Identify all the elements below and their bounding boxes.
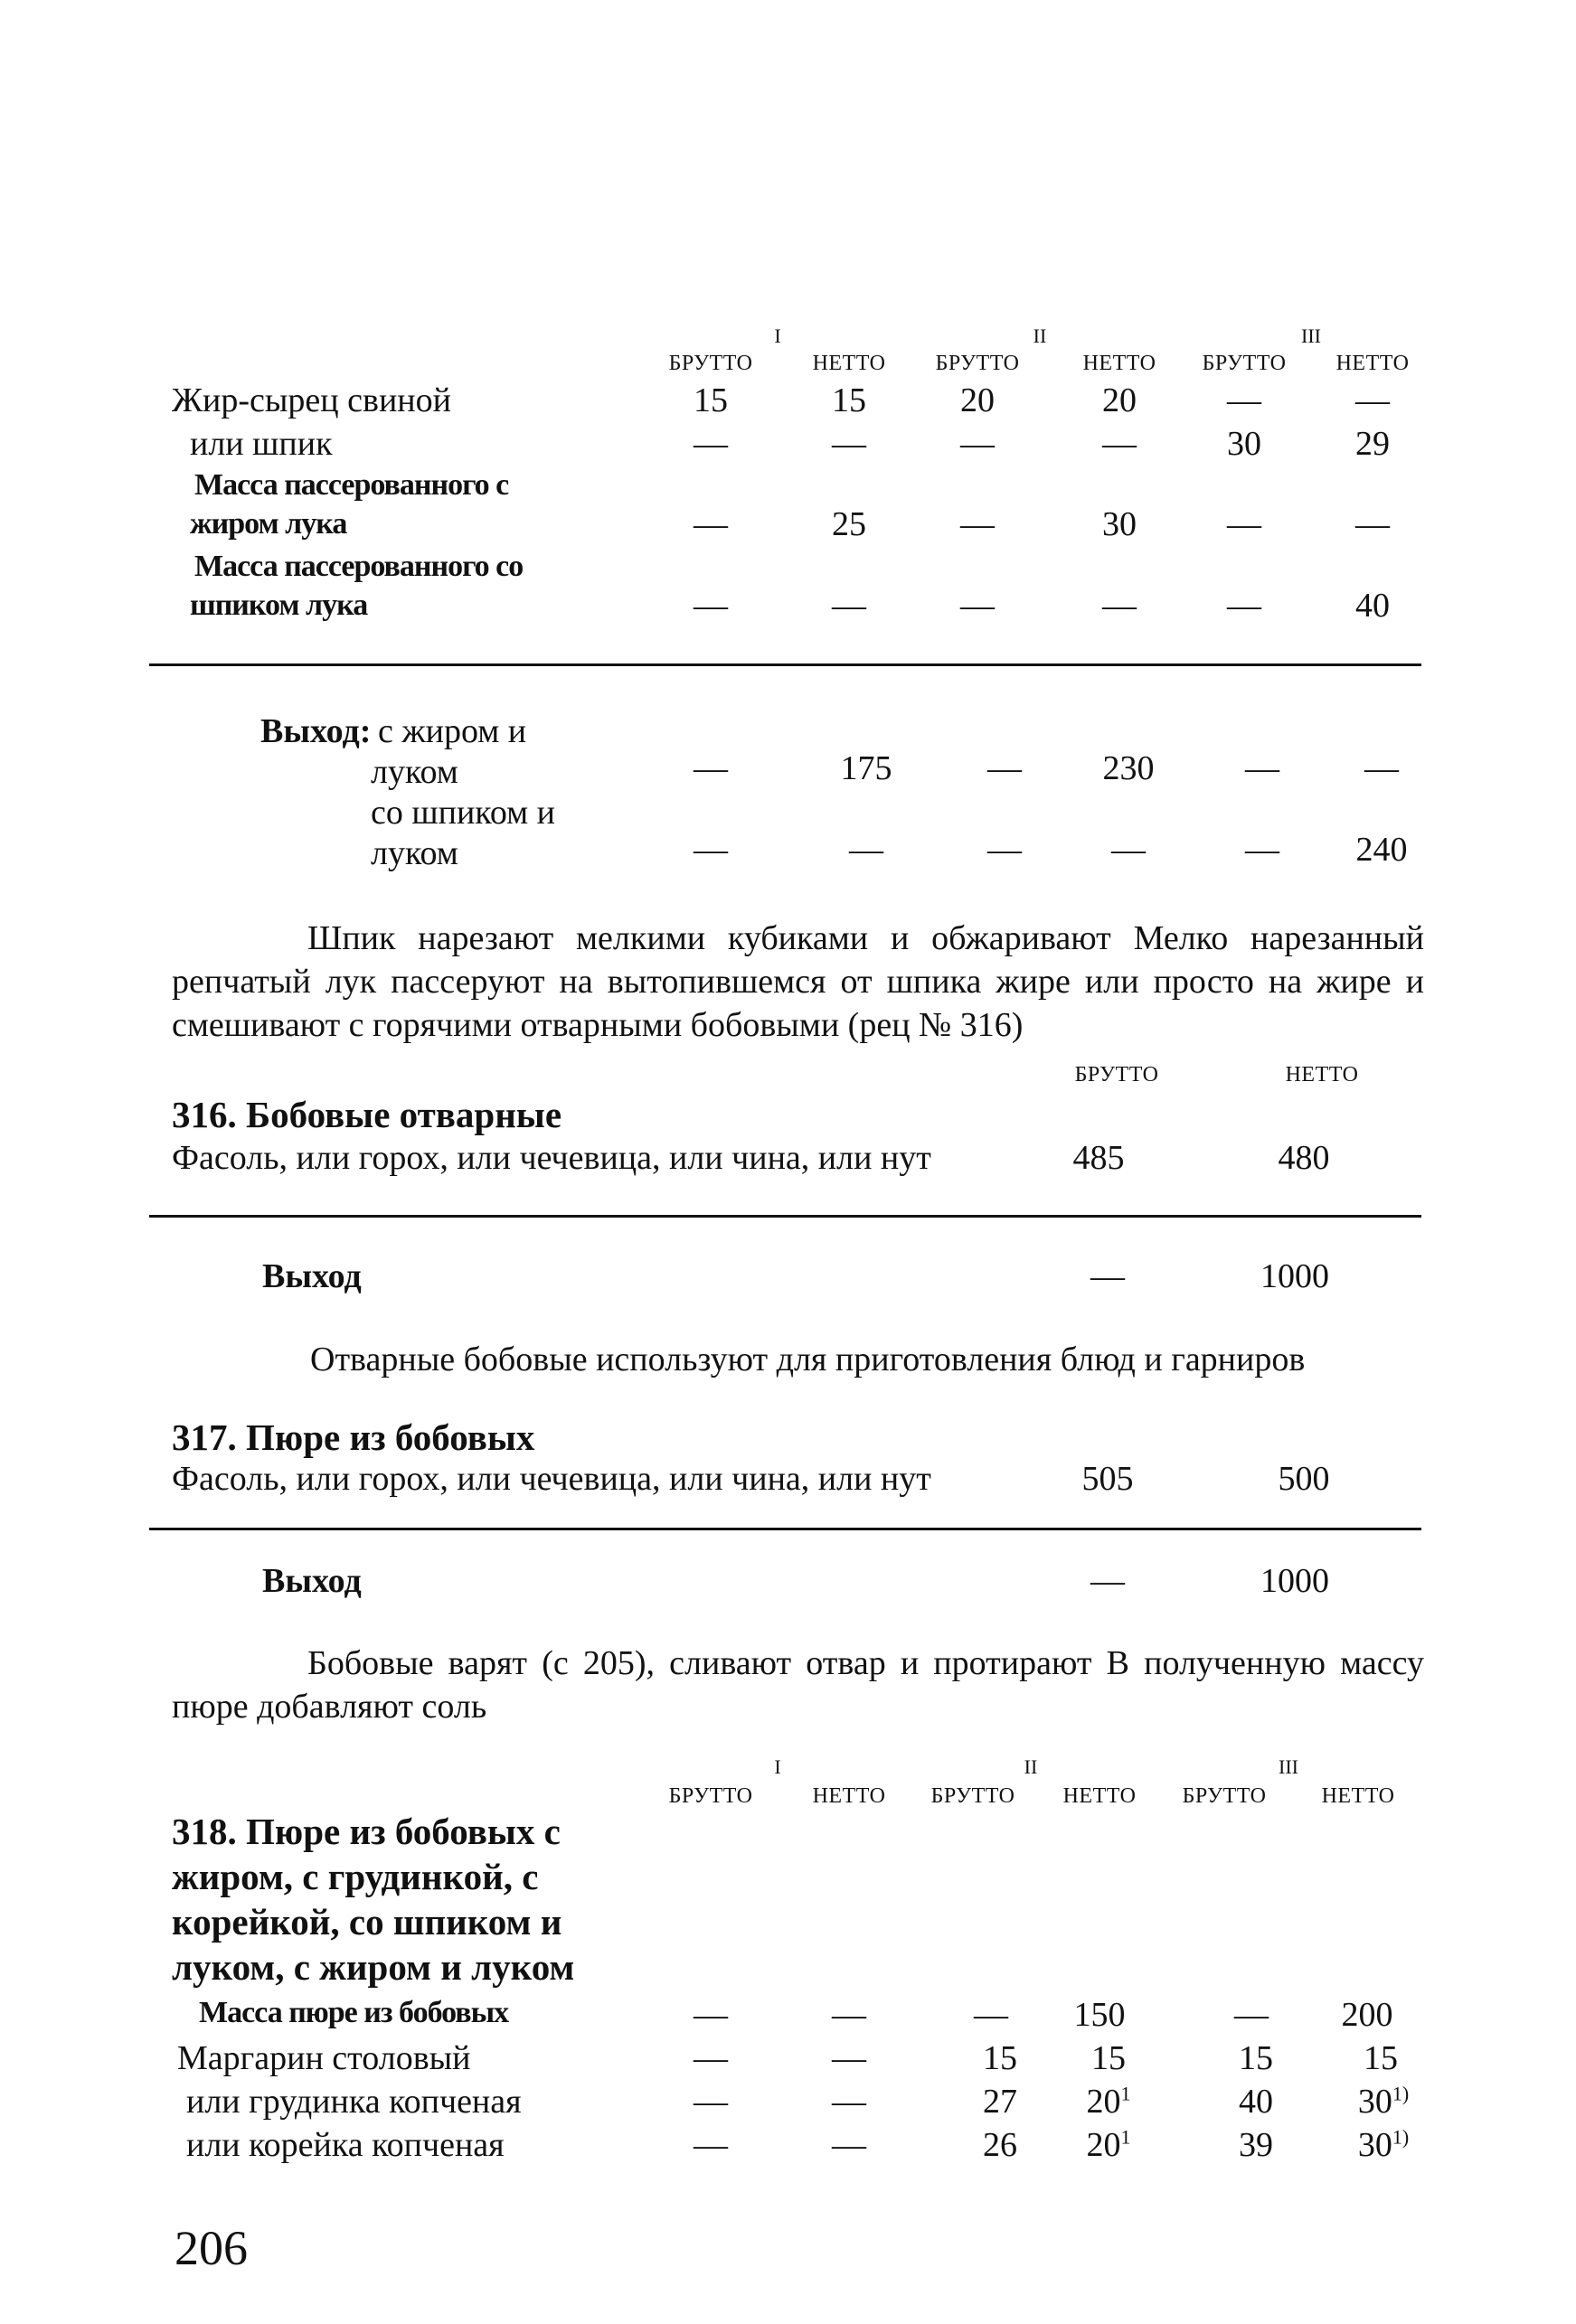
col-group-1-label: I xyxy=(774,325,781,347)
table-cell: — xyxy=(960,587,995,625)
table-cell: — xyxy=(832,2039,866,2077)
table-cell: — xyxy=(832,2126,866,2164)
table-cell: 485 xyxy=(1072,1139,1125,1177)
table-cell: 505 xyxy=(1081,1460,1134,1498)
paragraph-text: Бобовые варят (с 205), сливают отвар и протирают В полученную массу пюре добавляют соль xyxy=(172,1644,1424,1726)
table-cell xyxy=(1054,2084,1163,2119)
table-cell: — xyxy=(694,425,728,463)
paragraph xyxy=(172,1642,1424,1728)
row-label: или грудинка копченая xyxy=(186,2083,522,2121)
col-head-netto-3: НЕТТО xyxy=(1321,1784,1395,1808)
table-cell: 230 xyxy=(1102,749,1155,787)
yield-row-label: с жиром и xyxy=(378,712,527,750)
table-cell: — xyxy=(960,505,995,543)
table-cell: — xyxy=(694,2126,728,2164)
paragraph-text: Отварные бобовые используют для приготовления блюд и гарниров xyxy=(310,1341,1306,1378)
recipe-title-316: 316. Бобовые отварные xyxy=(172,1094,562,1135)
col-head-brutto-1: БРУТТО xyxy=(668,1784,753,1808)
table-cell: — xyxy=(1227,505,1261,543)
recipe-title-318-line4: луком, с жиром и луком xyxy=(172,1946,575,1988)
col-head-brutto-1: БРУТТО xyxy=(668,352,753,375)
col-group-2-label: II xyxy=(1024,1755,1038,1778)
recipe-title-318-line2: жиром, с грудинкой, с xyxy=(172,1856,539,1897)
table-cell: — xyxy=(832,425,866,463)
table-cell: — xyxy=(849,831,883,869)
table-cell: 40 xyxy=(1355,587,1390,625)
table-cell-value: 20 xyxy=(1086,2083,1121,2121)
table-cell: — xyxy=(987,749,1022,787)
table-cell: 27 xyxy=(983,2083,1017,2121)
table-cell: 15 xyxy=(832,381,866,419)
table-cell: 15 xyxy=(1364,2039,1398,2077)
table-cell-value: 30 xyxy=(1357,2083,1392,2121)
table-cell: — xyxy=(1355,505,1390,543)
row-label: Фасоль, или горох, или чечевица, или чина, или нут xyxy=(172,1460,931,1498)
table-cell: 1000 xyxy=(1260,1257,1329,1295)
row-label: Маргарин столовый xyxy=(177,2039,471,2077)
col-head-netto: НЕТТО xyxy=(1285,1063,1359,1087)
col-group-2-label: II xyxy=(1033,325,1047,347)
table-cell: — xyxy=(694,749,728,787)
table-cell: 40 xyxy=(1239,2083,1273,2121)
table-cell: — xyxy=(1245,749,1279,787)
row-label: Масса пассерованного с xyxy=(194,468,509,502)
table-cell: — xyxy=(694,505,728,543)
table-cell: — xyxy=(1090,1257,1125,1295)
table-cell: 15 xyxy=(694,381,728,419)
table-cell: 240 xyxy=(1355,831,1408,869)
paragraph-text: Шпик нарезают мелкими кубиками и обжаривают Мелко нарезанный репчатый лук пассеруют на вытопившемся от шпика жире или просто на жире и смешивают с горячими отварными бобовыми (рец № 316) xyxy=(172,919,1424,1044)
table-cell: 480 xyxy=(1278,1139,1330,1177)
table-rule xyxy=(149,1528,1421,1530)
col-head-brutto: БРУТТО xyxy=(1074,1063,1159,1087)
table-cell: — xyxy=(694,2083,728,2121)
table-cell: 15 xyxy=(983,2039,1017,2077)
col-head-netto-3: НЕТТО xyxy=(1335,352,1410,375)
col-head-brutto-3: БРУТТО xyxy=(1182,1784,1267,1808)
footnote-mark: 1 xyxy=(1120,2125,1131,2149)
table-cell: — xyxy=(1355,381,1390,419)
col-head-brutto-2: БРУТТО xyxy=(935,352,1020,375)
row-label: Жир-сырец свиной xyxy=(172,381,451,419)
recipe-title-317: 317. Пюре из бобовых xyxy=(172,1416,535,1458)
col-head-brutto-2: БРУТТО xyxy=(930,1784,1015,1808)
table-cell: — xyxy=(1364,749,1399,787)
table-cell xyxy=(1329,2084,1438,2119)
table-rule xyxy=(149,1215,1421,1218)
footnote-mark: 1 xyxy=(1120,2082,1131,2105)
col-head-netto-1: НЕТТО xyxy=(812,1784,886,1808)
footnote-mark: 1) xyxy=(1392,2082,1410,2105)
table-cell: 25 xyxy=(832,505,866,543)
table-cell: — xyxy=(1102,425,1137,463)
table-cell-value: 20 xyxy=(1086,2126,1121,2164)
table-cell: — xyxy=(694,831,728,869)
table-cell: — xyxy=(832,587,866,625)
col-group-3-label: III xyxy=(1301,325,1321,347)
footnote-mark: 1) xyxy=(1392,2125,1410,2149)
col-head-brutto-3: БРУТТО xyxy=(1202,352,1287,375)
table-cell: 20 xyxy=(960,381,995,419)
table-cell: 15 xyxy=(1091,2039,1126,2077)
table-cell: — xyxy=(1234,1996,1269,2034)
col-head-netto-1: НЕТТО xyxy=(812,352,886,375)
table-cell: 15 xyxy=(1239,2039,1273,2077)
table-cell xyxy=(1329,2125,1438,2164)
table-cell: 20 xyxy=(1102,381,1137,419)
table-cell: — xyxy=(1090,1562,1125,1600)
table-cell: 30 xyxy=(1227,425,1261,463)
table-cell: — xyxy=(832,1996,866,2034)
table-cell: 150 xyxy=(1073,1996,1126,2034)
col-head-netto-2: НЕТТО xyxy=(1062,1784,1137,1808)
table-cell: 39 xyxy=(1239,2126,1273,2164)
table-cell: — xyxy=(832,2083,866,2121)
row-label: или шпик xyxy=(190,425,333,463)
table-cell: — xyxy=(694,2039,728,2077)
table-cell xyxy=(1054,2125,1163,2164)
yield-label: Выход: xyxy=(260,712,372,750)
col-group-1-label: I xyxy=(774,1755,781,1778)
table-cell: 200 xyxy=(1341,1996,1393,2034)
recipe-title-318-line3: корейкой, со шпиком и xyxy=(172,1901,562,1943)
paragraph xyxy=(172,917,1424,1047)
table-cell: — xyxy=(987,831,1022,869)
col-group-3-label: III xyxy=(1279,1755,1298,1778)
table-cell: 30 xyxy=(1102,505,1137,543)
yield-row-label-cont: луком xyxy=(371,834,458,872)
table-cell: — xyxy=(1245,831,1279,869)
table-cell: 29 xyxy=(1355,425,1390,463)
yield-row-label: со шпиком и xyxy=(371,794,555,832)
table-cell: — xyxy=(960,425,995,463)
yield-label: Выход xyxy=(262,1562,362,1600)
table-cell: 1000 xyxy=(1260,1562,1329,1600)
table-cell: — xyxy=(1227,587,1261,625)
row-label: Масса пассерованного со xyxy=(194,550,524,583)
recipe-title-318: 318. Пюре из бобовых с xyxy=(172,1811,561,1852)
table-cell: — xyxy=(974,1996,1008,2034)
table-rule xyxy=(149,663,1421,666)
yield-label: Выход xyxy=(262,1257,362,1295)
table-cell: — xyxy=(694,1996,728,2034)
row-label: или корейка копченая xyxy=(186,2126,505,2164)
row-label: Фасоль, или горох, или чечевица, или чина, или нут xyxy=(172,1139,931,1177)
yield-row-label-cont: луком xyxy=(371,753,458,791)
row-label-cont: шпиком лука xyxy=(190,588,368,622)
table-cell: — xyxy=(1102,587,1137,625)
table-cell: — xyxy=(1111,831,1146,869)
table-cell: 500 xyxy=(1278,1460,1330,1498)
page-number: 206 xyxy=(175,2221,248,2275)
table-cell-value: 30 xyxy=(1357,2126,1392,2164)
table-cell: 26 xyxy=(983,2126,1017,2164)
table-cell: 175 xyxy=(840,749,892,787)
row-label-cont: жиром лука xyxy=(190,507,347,541)
row-label: Масса пюре из бобовых xyxy=(199,1996,509,2029)
table-cell: — xyxy=(1227,381,1261,419)
col-head-netto-2: НЕТТО xyxy=(1082,352,1156,375)
table-cell: — xyxy=(694,587,728,625)
